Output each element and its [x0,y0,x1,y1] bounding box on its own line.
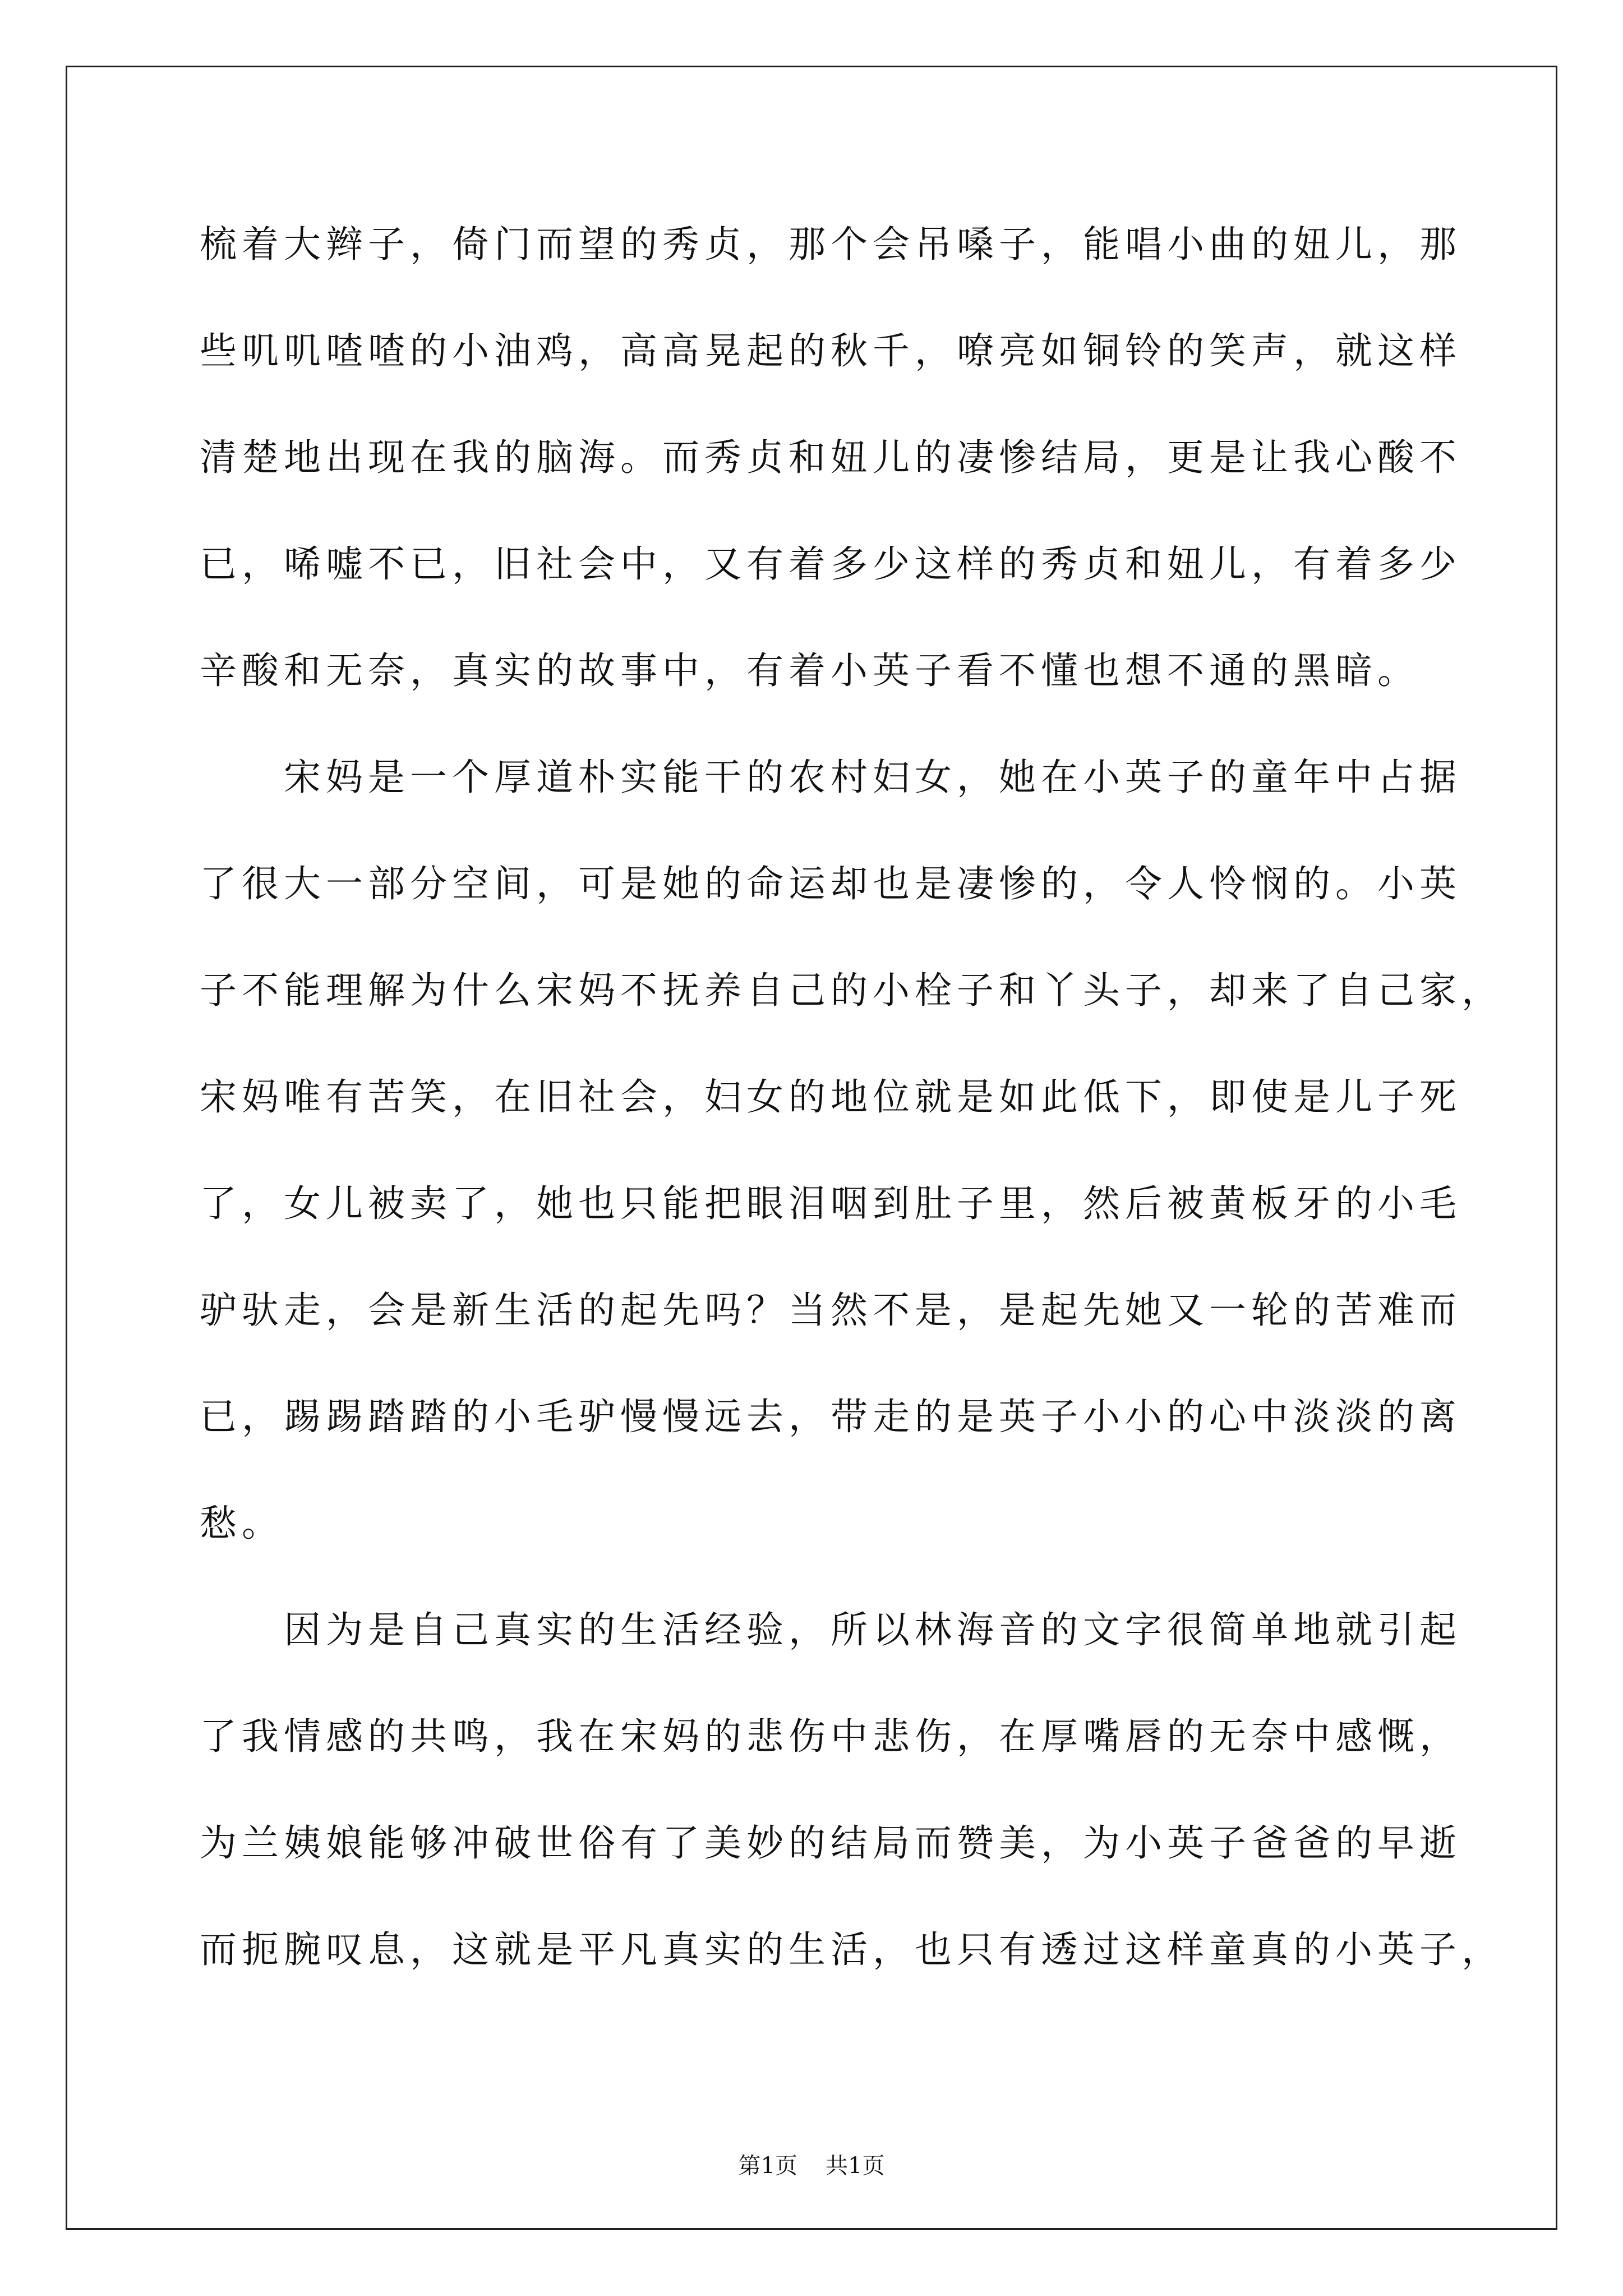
text-line-8: 子不能理解为什么宋妈不抚养自己的小栓子和丫头子，却来了自己家， [200,969,1504,1012]
page-total: 共1页 [826,2153,885,2179]
text-line-6: 宋妈是一个厚道朴实能干的农村妇女，她在小英子的童年中占据 [284,756,1461,799]
text-line-11: 驴驮走，会是新生活的起先吗？当然不是，是起先她又一轮的苦难而 [200,1289,1461,1332]
text-line-13: 愁。 [200,1502,284,1545]
page-number: 第1页 [738,2153,797,2179]
text-line-1: 梳着大辫子，倚门而望的秀贞，那个会吊嗓子，能唱小曲的妞儿，那 [200,223,1461,266]
text-line-4: 已，唏嘘不已，旧社会中，又有着多少这样的秀贞和妞儿，有着多少 [200,542,1461,586]
text-line-10: 了，女儿被卖了，她也只能把眼泪咽到肚子里，然后被黄板牙的小毛 [200,1182,1461,1225]
text-line-7: 了很大一部分空间，可是她的命运却也是凄惨的，令人怜悯的。小英 [200,862,1461,905]
text-line-14: 因为是自己真实的生活经验，所以林海音的文字很简单地就引起 [284,1608,1461,1651]
text-line-16: 为兰姨娘能够冲破世俗有了美妙的结局而赞美，为小英子爸爸的早逝 [200,1821,1461,1865]
text-line-9: 宋妈唯有苦笑，在旧社会，妇女的地位就是如此低下，即使是儿子死 [200,1075,1461,1119]
text-line-17: 而扼腕叹息，这就是平凡真实的生活，也只有透过这样童真的小英子， [200,1928,1504,1971]
text-line-2: 些叽叽喳喳的小油鸡，高高晃起的秋千，嘹亮如铜铃的笑声，就这样 [200,329,1461,372]
page-footer [0,2150,1623,2182]
text-line-5: 辛酸和无奈，真实的故事中，有着小英子看不懂也想不通的黑暗。 [200,649,1419,692]
text-line-3: 清楚地出现在我的脑海。而秀贞和妞儿的凄惨结局，更是让我心酸不 [200,436,1461,479]
text-line-12: 已，踢踢踏踏的小毛驴慢慢远去，带走的是英子小小的心中淡淡的离 [200,1395,1461,1438]
text-line-15: 了我情感的共鸣，我在宋妈的悲伤中悲伤，在厚嘴唇的无奈中感慨， [200,1715,1461,1758]
document-body [200,213,1504,2025]
